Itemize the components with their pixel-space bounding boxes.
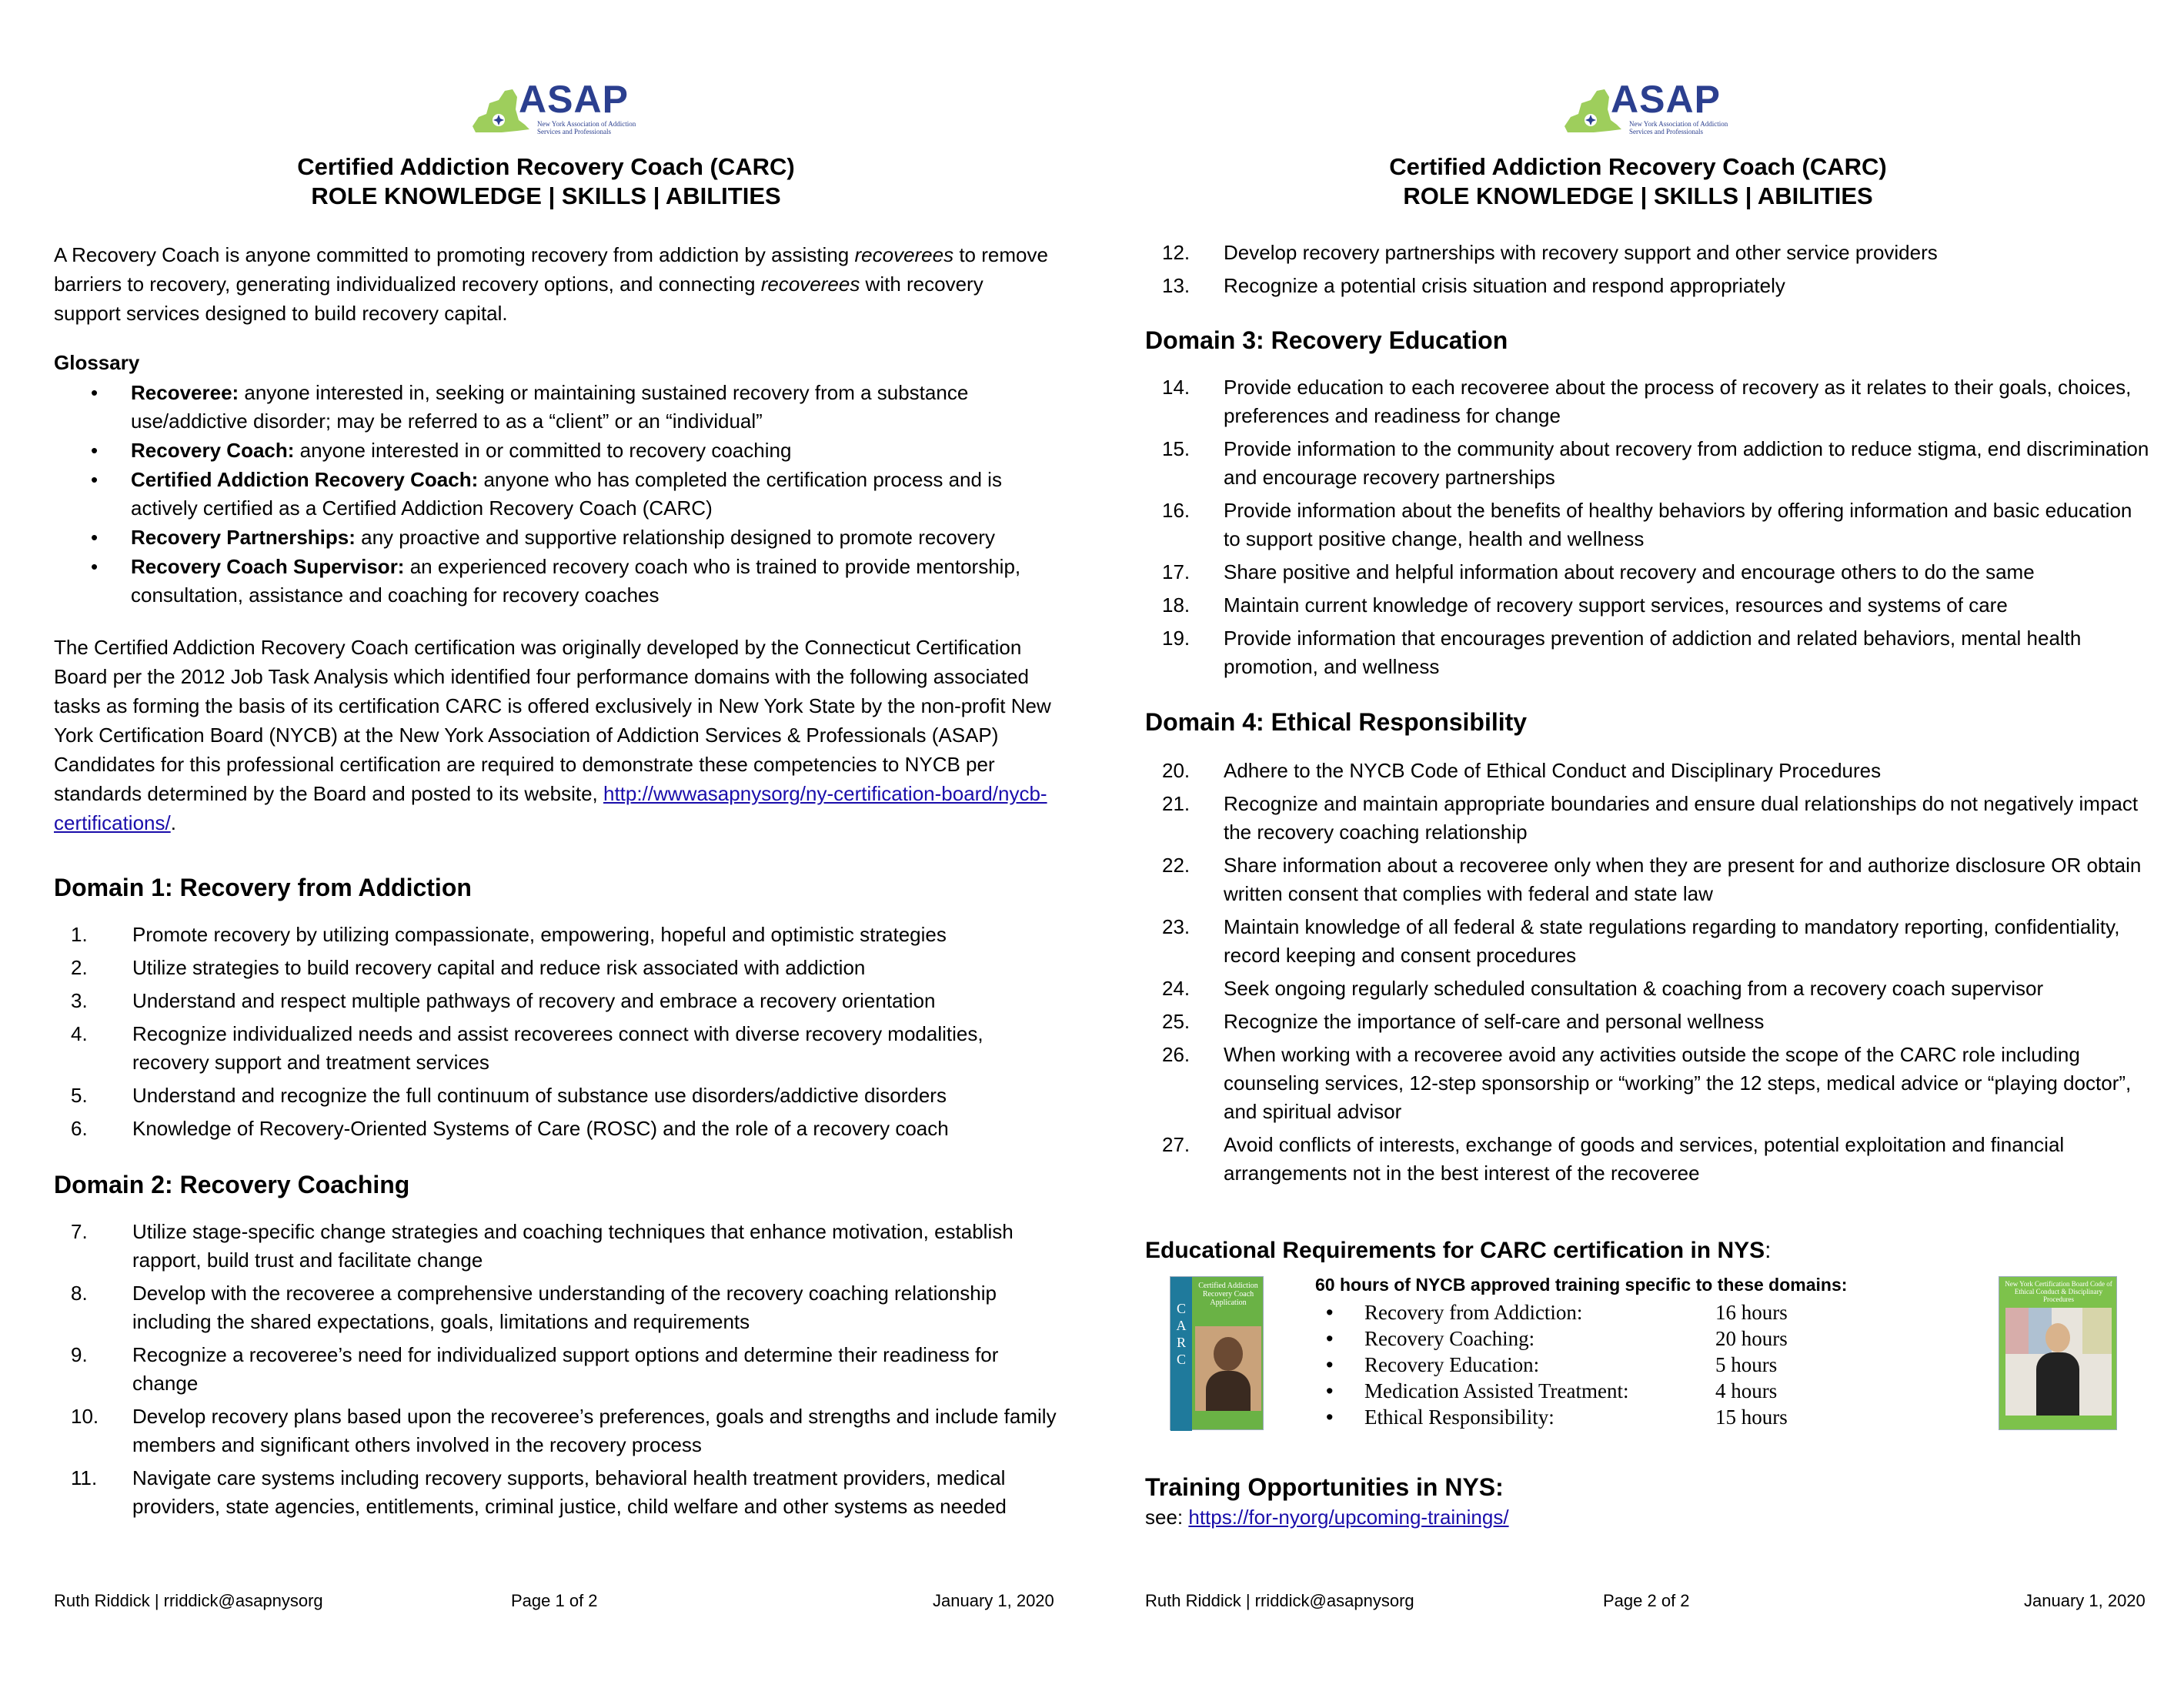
task-text: Adhere to the NYCB Code of Ethical Conduct and Disciplinary Procedures <box>1224 759 1882 782</box>
task-item <box>54 1020 1062 1077</box>
glossary-item <box>54 379 1062 436</box>
cover-title: Certified Addiction Recovery Coach Application <box>1198 1282 1258 1307</box>
logo-subtitle: New York Association of Addiction Services and Professionals <box>537 120 636 135</box>
glossary-term: Recovery Coach Supervisor: <box>131 555 405 578</box>
task-number: 4. <box>71 1022 88 1045</box>
page-subtitle: ROLE KNOWLEDGE | SKILLS | ABILITIES <box>1403 182 1873 209</box>
glossary-definition: anyone who has completed the certification process and is actively certified as a Certified Addiction Recovery Coach (CARC) <box>131 468 1002 520</box>
task-number: 21. <box>1162 792 1191 815</box>
task-item <box>54 1115 1062 1143</box>
domain-hours: 15 hours <box>1715 1406 1788 1429</box>
task-number: 12. <box>1162 241 1191 264</box>
task-text: Utilize strategies to build recovery capital and reduce risk associated with addiction <box>132 956 866 979</box>
logo-subtitle: New York Association of Addiction Services and Professionals <box>1629 120 1728 135</box>
domain-4-list <box>1145 757 2169 1192</box>
cover-title: New York Certification Board Code of Ethical Conduct & Disciplinary Procedures <box>2005 1280 2112 1303</box>
intro-text-3: with recovery support services designed to build recovery capital. <box>54 272 983 325</box>
glossary-definition: an experienced recovery coach who is trained to provide mentorship, consultation, assistance and coaching for recovery coaches <box>131 555 1021 607</box>
task-number: 9. <box>71 1343 88 1366</box>
task-item <box>54 954 1062 982</box>
task-item <box>1145 757 2169 785</box>
task-item <box>1145 496 2153 553</box>
glossary-item <box>54 553 1062 610</box>
task-number: 1. <box>71 923 88 946</box>
task-item <box>54 1218 1062 1275</box>
task-text: Provide information that encourages prevention of addiction and related behaviors, mental health promotion, and wellness <box>1224 627 2082 678</box>
task-text: Maintain knowledge of all federal & state regulations regarding to mandatory reporting, confidentiality, record keeping and consent procedures <box>1224 915 2120 967</box>
task-number: 13. <box>1162 274 1191 297</box>
task-number: 6. <box>71 1117 88 1140</box>
task-text: Knowledge of Recovery-Oriented Systems of Care (ROSC) and the role of a recovery coach <box>132 1117 949 1140</box>
task-item <box>1145 913 2169 970</box>
task-item <box>54 1279 1062 1336</box>
task-number: 14. <box>1162 376 1191 399</box>
task-number: 16. <box>1162 499 1191 522</box>
logo-wordmark: ASAP <box>519 78 629 121</box>
logo-wordmark: ASAP <box>1611 78 1721 121</box>
task-text: Avoid conflicts of interests, exchange of goods and services, potential exploitation and financial arrangements not in the best interest of the recoveree <box>1224 1133 2065 1185</box>
task-number: 10. <box>71 1405 99 1428</box>
training-hours-item <box>1315 1352 1838 1378</box>
intro-emphasis-1: recoverees <box>854 243 954 266</box>
footer-date: January 1, 2020 <box>933 1591 1054 1610</box>
training-link-line <box>1145 1502 1509 1532</box>
domain-2-list <box>54 1218 1062 1526</box>
asap-logo <box>1563 77 1732 139</box>
training-opportunities-heading: Training Opportunities in NYS: <box>1145 1473 1504 1501</box>
task-text: Utilize stage-specific change strategies and coaching techniques that enhance motivation, establish rapport, build trust and facilitate change <box>132 1220 1014 1272</box>
task-text: Recognize individualized needs and assist recoverees connect with diverse recovery modalities, recovery support and treatment services <box>132 1022 983 1074</box>
task-text: When working with a recoveree avoid any activities outside the scope of the CARC role including counseling services, 12-step sponsorship or “working” the 12 steps, medical advice or “playing doctor”, and spiritual advisor <box>1224 1043 2132 1123</box>
task-number: 25. <box>1162 1010 1191 1033</box>
task-item <box>54 1341 1062 1398</box>
task-text: Recognize the importance of self-care and personal wellness <box>1224 1010 1765 1033</box>
task-item <box>1145 974 2169 1003</box>
glossary-definition: anyone interested in or committed to recovery coaching <box>294 439 792 462</box>
task-item <box>1145 373 2153 430</box>
intro-text-1: A Recovery Coach is anyone committed to promoting recovery from addiction by assisting <box>54 243 855 266</box>
domain-label: Recovery Education: <box>1364 1353 1540 1376</box>
task-number: 11. <box>71 1466 98 1489</box>
domain-hours: 20 hours <box>1715 1327 1788 1350</box>
domain-3-list <box>1145 373 2153 686</box>
task-item <box>1145 272 2153 300</box>
footer-author: Ruth Riddick | rriddick@asapnysorg <box>1145 1591 1414 1610</box>
task-item <box>1145 435 2153 492</box>
cover-photo <box>1195 1326 1261 1411</box>
task-text: Develop with the recoveree a comprehensive understanding of the recovery coaching relationship including the shared expectations, goals, limitations and requirements <box>132 1282 997 1333</box>
asap-logo <box>471 77 640 139</box>
task-text: Understand and respect multiple pathways of recovery and embrace a recovery orientation <box>132 989 936 1012</box>
task-number: 3. <box>71 989 88 1012</box>
nycb-certifications-link[interactable]: http://wwwasapnysorg/ny-certification-board/nycb-certifications/ <box>54 782 1047 834</box>
training-hours-subtitle: 60 hours of NYCB approved training specific to these domains: <box>1315 1275 1848 1295</box>
training-hours-item <box>1315 1404 1838 1430</box>
task-item <box>1145 1131 2169 1188</box>
task-number: 23. <box>1162 915 1191 938</box>
domain-hours: 4 hours <box>1715 1379 1778 1402</box>
training-see-label: see: <box>1145 1506 1189 1529</box>
educational-requirements-title: Educational Requirements for CARC certification in NYS <box>1145 1238 1765 1263</box>
task-text: Understand and recognize the full continuum of substance use disorders/addictive disorders <box>132 1084 947 1107</box>
intro-emphasis-2: recoverees <box>760 272 860 296</box>
glossary-definition: any proactive and supportive relationship designed to promote recovery <box>355 526 995 549</box>
task-item <box>1145 790 2169 847</box>
task-text: Recognize a recoveree’s need for individualized support options and determine their readiness for change <box>132 1343 999 1395</box>
page-title: Certified Addiction Recovery Coach (CARC) <box>297 153 795 180</box>
glossary-term: Recoveree: <box>131 381 239 404</box>
domain-1-list <box>54 921 1062 1148</box>
nycb-code-of-ethics-cover <box>1999 1276 2117 1430</box>
task-text: Develop recovery partnerships with recovery support and other service providers <box>1224 241 1938 264</box>
task-text: Maintain current knowledge of recovery support services, resources and systems of care <box>1224 593 2008 617</box>
document-page-2 <box>1092 0 2184 1688</box>
cover-photo <box>2005 1308 2112 1416</box>
task-item <box>1145 624 2153 681</box>
task-text: Share information about a recoveree only when they are present for and authorize disclosure OR obtain written consent that complies with federal and state law <box>1224 854 2142 905</box>
task-number: 2. <box>71 956 88 979</box>
educational-requirements-heading <box>1145 1238 1771 1264</box>
task-item <box>1145 1008 2169 1036</box>
domain-2-heading: Domain 2: Recovery Coaching <box>54 1171 410 1198</box>
certification-text: The Certified Addiction Recovery Coach certification was originally developed by the Connecticut Certification Board per the 2012 Job Task Analysis which identified four performance domains with the following associated tasks as forming the basis of its certification CARC is offered exclusively in New York State by the non-profit New York Certification Board (NYCB) at the New York Association of Addiction Services & Professionals (ASAP) Candidates for this professional certification are required to demonstrate these competencies to NYCB per standards determined by the Board and posted to its website, <box>54 636 1051 805</box>
carc-application-cover <box>1170 1276 1264 1430</box>
task-item <box>1145 851 2169 908</box>
upcoming-trainings-link[interactable]: https://for-nyorg/upcoming-trainings/ <box>1188 1506 1509 1529</box>
training-hours-list <box>1315 1299 1838 1430</box>
task-text: Navigate care systems including recovery supports, behavioral health treatment providers, medical providers, state agencies, entitlements, criminal justice, child welfare and other systems as needed <box>132 1466 1007 1518</box>
glossary-term: Recovery Partnerships: <box>131 526 356 549</box>
domain-2-continued-list <box>1145 239 2153 305</box>
task-number: 20. <box>1162 759 1191 782</box>
glossary-term: Recovery Coach: <box>131 439 295 462</box>
domain-4-heading: Domain 4: Ethical Responsibility <box>1145 708 1528 736</box>
domain-label: Recovery from Addiction: <box>1364 1301 1583 1324</box>
training-hours-item <box>1315 1325 1838 1352</box>
task-text: Provide information to the community about recovery from addiction to reduce stigma, end discrimination and encourage recovery partnerships <box>1224 437 2149 489</box>
glossary-list <box>54 379 1062 610</box>
task-number: 24. <box>1162 977 1191 1000</box>
task-number: 22. <box>1162 854 1191 877</box>
task-item <box>1145 558 2153 587</box>
task-item <box>54 921 1062 949</box>
task-number: 8. <box>71 1282 88 1305</box>
domain-hours: 5 hours <box>1715 1353 1778 1376</box>
page-title: Certified Addiction Recovery Coach (CARC) <box>1389 153 1887 180</box>
task-item <box>54 1464 1062 1521</box>
glossary-item <box>54 466 1062 523</box>
intro-paragraph <box>54 240 1054 328</box>
footer-author: Ruth Riddick | rriddick@asapnysorg <box>54 1591 323 1610</box>
task-number: 5. <box>71 1084 88 1107</box>
glossary-definition: anyone interested in, seeking or maintaining sustained recovery from a substance use/addictive disorder; may be referred to as a “client” or an “individual” <box>131 381 969 433</box>
domain-hours: 16 hours <box>1715 1301 1788 1324</box>
domain-label: Medication Assisted Treatment: <box>1364 1379 1629 1402</box>
task-number: 15. <box>1162 437 1191 460</box>
cover-spine-text: CARC <box>1176 1301 1187 1367</box>
task-number: 26. <box>1162 1043 1191 1066</box>
intro-text-2: to remove barriers to recovery, generating individualized recovery options, and connecting <box>54 243 1048 296</box>
glossary-item <box>54 436 1062 465</box>
task-item <box>54 1081 1062 1110</box>
domain-label: Ethical Responsibility: <box>1364 1406 1555 1429</box>
task-number: 17. <box>1162 560 1191 583</box>
educational-requirements-colon: : <box>1765 1238 1772 1263</box>
task-text: Share positive and helpful information about recovery and encourage others to do the same <box>1224 560 2035 583</box>
glossary-term: Certified Addiction Recovery Coach: <box>131 468 479 491</box>
footer-page-number: Page 2 of 2 <box>1603 1591 1690 1610</box>
domain-label: Recovery Coaching: <box>1364 1327 1535 1350</box>
task-text: Seek ongoing regularly scheduled consultation & coaching from a recovery coach supervisor <box>1224 977 2044 1000</box>
task-number: 7. <box>71 1220 88 1243</box>
task-item <box>54 1402 1062 1459</box>
task-item <box>54 987 1062 1015</box>
task-text: Provide information about the benefits of healthy behaviors by offering information and basic education to support positive change, health and wellness <box>1224 499 2132 550</box>
training-hours-item <box>1315 1299 1838 1325</box>
glossary-heading: Glossary <box>54 351 140 374</box>
footer-page-number: Page 1 of 2 <box>511 1591 598 1610</box>
certification-paragraph <box>54 633 1054 837</box>
footer-date: January 1, 2020 <box>2024 1591 2146 1610</box>
task-item <box>1145 591 2153 620</box>
training-hours-item <box>1315 1378 1838 1404</box>
domain-3-heading: Domain 3: Recovery Education <box>1145 326 1508 354</box>
task-number: 27. <box>1162 1133 1191 1156</box>
task-text: Provide education to each recoveree about the process of recovery as it relates to their goals, choices, preferences and readiness for change <box>1224 376 2132 427</box>
task-number: 18. <box>1162 593 1191 617</box>
certification-end: . <box>170 811 176 834</box>
glossary-item <box>54 523 1062 552</box>
task-text: Promote recovery by utilizing compassionate, empowering, hopeful and optimistic strategies <box>132 923 947 946</box>
page-subtitle: ROLE KNOWLEDGE | SKILLS | ABILITIES <box>311 182 781 209</box>
task-item <box>1145 1041 2169 1126</box>
task-item <box>1145 239 2153 267</box>
task-number: 19. <box>1162 627 1191 650</box>
domain-1-heading: Domain 1: Recovery from Addiction <box>54 874 472 901</box>
task-text: Develop recovery plans based upon the recoveree’s preferences, goals and strengths and include family members and significant others involved in the recovery process <box>132 1405 1057 1456</box>
task-text: Recognize a potential crisis situation and respond appropriately <box>1224 274 1785 297</box>
task-text: Recognize and maintain appropriate boundaries and ensure dual relationships do not negatively impact the recovery coaching relationship <box>1224 792 2139 844</box>
